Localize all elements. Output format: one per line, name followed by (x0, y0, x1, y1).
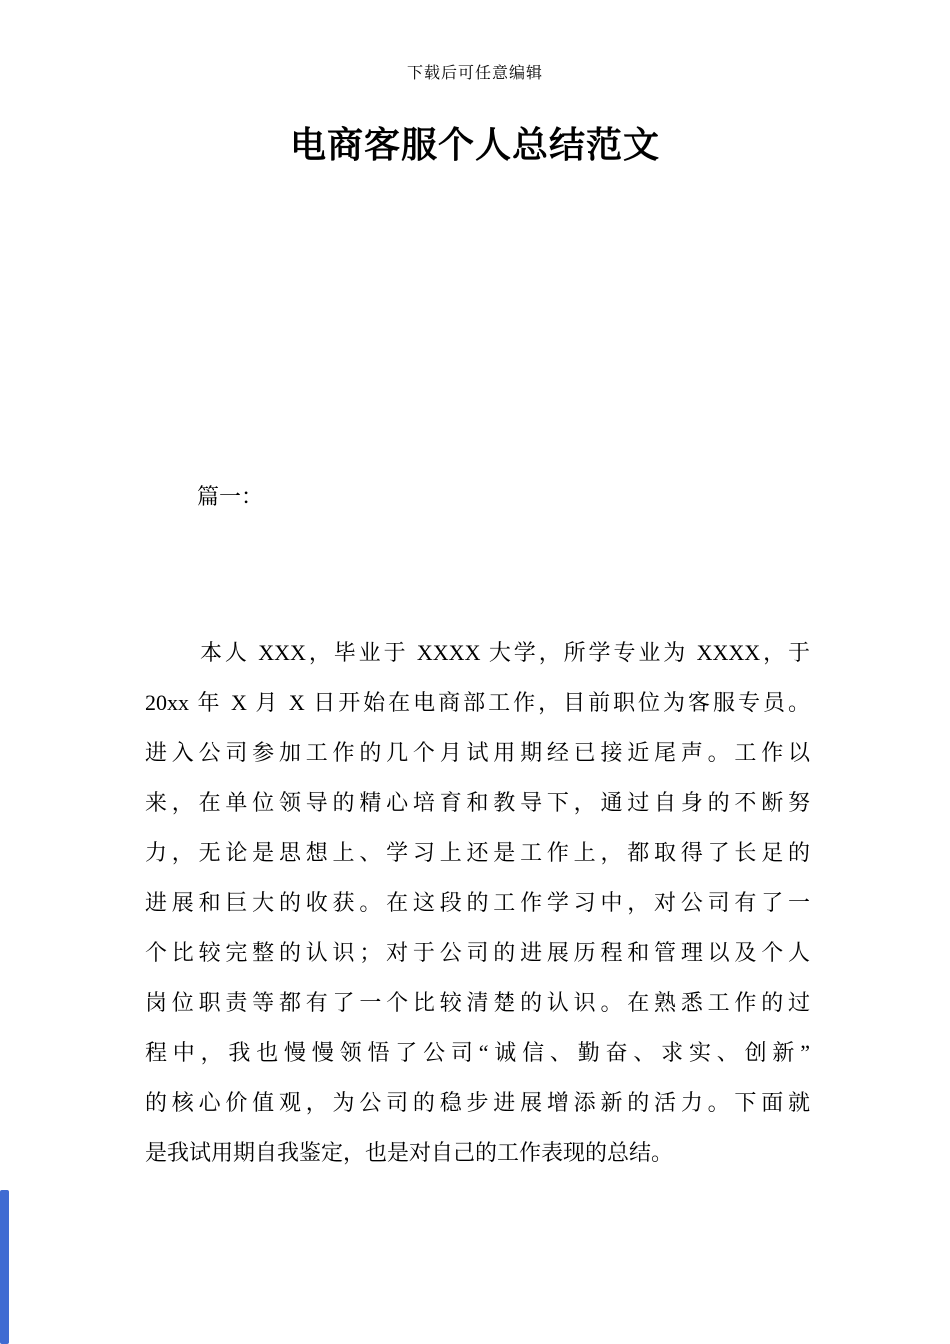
paragraph-line: 进展和巨大的收获。在这段的工作学习中，对公司有了一 (145, 890, 810, 915)
paragraph-line: 个比较完整的认识；对于公司的进展历程和管理以及个人 (145, 940, 810, 965)
paragraph-line: 来，在单位领导的精心培育和教导下，通过自身的不断努 (145, 790, 810, 815)
section-label: 篇一： (197, 484, 264, 509)
page-title: 电商客服个人总结范文 (289, 124, 660, 165)
paragraph-line: 的核心价值观，为公司的稳步进展增添新的活力。下面就 (145, 1090, 810, 1115)
paragraph-line: 岗位职责等都有了一个比较清楚的认识。在熟悉工作的过 (145, 990, 810, 1015)
vertical-scrollbar-thumb[interactable] (0, 1190, 9, 1344)
paragraph-line: 是我试用期自我鉴定，也是对自己的工作表现的总结。 (145, 1140, 674, 1165)
paragraph-line: 本人 XXX，毕业于 XXXX 大学，所学专业为 XXXX，于 (200, 640, 810, 665)
paragraph-line: 20xx 年 X 月 X 日开始在电商部工作，目前职位为客服专员。 (145, 690, 810, 715)
download-edit-watermark: 下载后可任意编辑 (406, 65, 543, 82)
body-paragraph (145, 628, 810, 1178)
paragraph-line: 进入公司参加工作的几个月试用期经已接近尾声。工作以 (145, 740, 810, 765)
paragraph-line: 力，无论是思想上、学习上还是工作上，都取得了长足的 (145, 840, 810, 865)
paragraph-line: 程中，我也慢慢领悟了公司“诚信、勤奋、求实、创新” (145, 1040, 810, 1065)
